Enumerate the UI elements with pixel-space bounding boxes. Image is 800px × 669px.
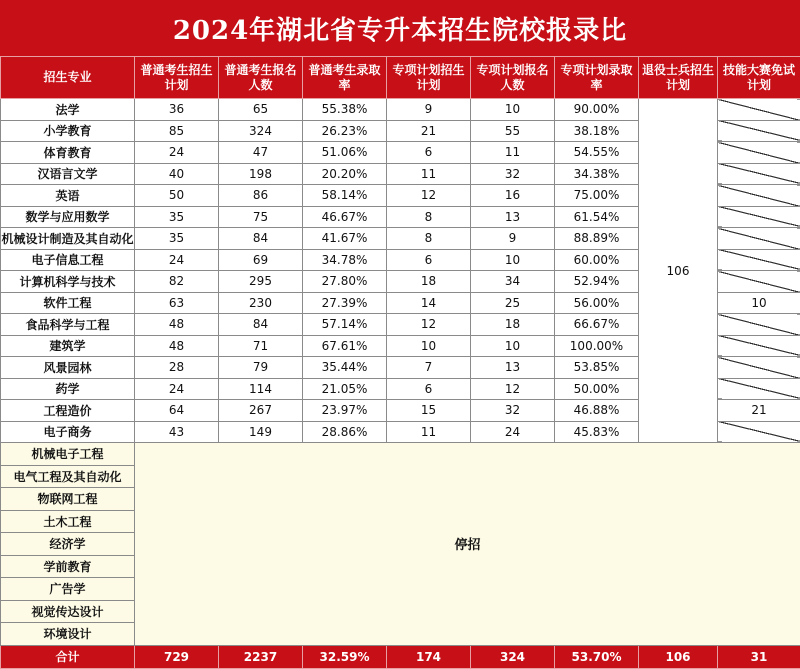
applicants-cell: 230 (219, 292, 303, 314)
special-applicants-cell: 55 (471, 120, 555, 142)
table-body (1, 99, 800, 646)
total-special-applicants: 324 (471, 645, 555, 668)
special-rate-cell: 66.67% (555, 314, 639, 336)
special-plan-cell: 9 (387, 99, 471, 121)
stopped-major-name: 机械电子工程 (1, 443, 135, 466)
special-applicants-cell: 24 (471, 421, 555, 443)
total-label: 合计 (1, 645, 135, 668)
special-applicants-cell: 9 (471, 228, 555, 250)
special-plan-cell: 18 (387, 271, 471, 293)
skill-exempt-empty-slash (718, 357, 800, 379)
rate-cell: 34.78% (303, 249, 387, 271)
rate-cell: 41.67% (303, 228, 387, 250)
special-rate-cell: 45.83% (555, 421, 639, 443)
total-special-plan: 174 (387, 645, 471, 668)
major-name: 建筑学 (1, 335, 135, 357)
page-title: 2024年湖北省专升本招生院校报录比 (0, 0, 800, 56)
applicants-cell: 114 (219, 378, 303, 400)
plan-cell: 48 (135, 335, 219, 357)
special-plan-cell: 6 (387, 378, 471, 400)
rate-cell: 57.14% (303, 314, 387, 336)
special-rate-cell: 90.00% (555, 99, 639, 121)
stopped-major-name: 物联网工程 (1, 488, 135, 511)
skill-exempt-empty-slash (718, 271, 800, 293)
total-skill: 31 (718, 645, 800, 668)
major-name: 计算机科学与技术 (1, 271, 135, 293)
special-plan-cell: 12 (387, 314, 471, 336)
major-name: 法学 (1, 99, 135, 121)
skill-exempt-empty-slash (718, 421, 800, 443)
applicants-cell: 71 (219, 335, 303, 357)
special-applicants-cell: 13 (471, 357, 555, 379)
applicants-cell: 75 (219, 206, 303, 228)
total-rate: 32.59% (303, 645, 387, 668)
special-rate-cell: 100.00% (555, 335, 639, 357)
major-name: 英语 (1, 185, 135, 207)
special-rate-cell: 50.00% (555, 378, 639, 400)
major-name: 电子信息工程 (1, 249, 135, 271)
header-skill-exempt: 技能大赛免试计划 (718, 57, 800, 99)
skill-exempt-empty-slash (718, 314, 800, 336)
rate-cell: 21.05% (303, 378, 387, 400)
rate-cell: 58.14% (303, 185, 387, 207)
special-plan-cell: 8 (387, 228, 471, 250)
special-rate-cell: 38.18% (555, 120, 639, 142)
rate-cell: 55.38% (303, 99, 387, 121)
special-plan-cell: 15 (387, 400, 471, 422)
total-veteran: 106 (639, 645, 718, 668)
rate-cell: 46.67% (303, 206, 387, 228)
special-rate-cell: 61.54% (555, 206, 639, 228)
stopped-major-name: 广告学 (1, 578, 135, 601)
special-plan-cell: 21 (387, 120, 471, 142)
special-applicants-cell: 11 (471, 142, 555, 164)
rate-cell: 35.44% (303, 357, 387, 379)
major-name: 工程造价 (1, 400, 135, 422)
rate-cell: 67.61% (303, 335, 387, 357)
special-plan-cell: 6 (387, 249, 471, 271)
plan-cell: 85 (135, 120, 219, 142)
special-plan-cell: 11 (387, 421, 471, 443)
special-applicants-cell: 12 (471, 378, 555, 400)
skill-exempt-empty-slash (718, 206, 800, 228)
special-rate-cell: 60.00% (555, 249, 639, 271)
applicants-cell: 295 (219, 271, 303, 293)
applicants-cell: 324 (219, 120, 303, 142)
rate-cell: 27.39% (303, 292, 387, 314)
special-applicants-cell: 16 (471, 185, 555, 207)
applicants-cell: 79 (219, 357, 303, 379)
special-applicants-cell: 34 (471, 271, 555, 293)
header-row (1, 57, 800, 99)
plan-cell: 28 (135, 357, 219, 379)
header-special-plan: 专项计划招生计划 (387, 57, 471, 99)
stopped-major-name: 学前教育 (1, 555, 135, 578)
skill-exempt-empty-slash (718, 335, 800, 357)
applicants-cell: 198 (219, 163, 303, 185)
header-rate: 普通考生录取率 (303, 57, 387, 99)
special-plan-cell: 11 (387, 163, 471, 185)
header-major: 招生专业 (1, 57, 135, 99)
special-applicants-cell: 10 (471, 99, 555, 121)
plan-cell: 48 (135, 314, 219, 336)
header-special-rate: 专项计划录取率 (555, 57, 639, 99)
special-applicants-cell: 18 (471, 314, 555, 336)
major-name: 数学与应用数学 (1, 206, 135, 228)
table-row (1, 99, 800, 121)
skill-exempt-cell: 21 (718, 400, 800, 422)
rate-cell: 20.20% (303, 163, 387, 185)
major-name: 汉语言文学 (1, 163, 135, 185)
plan-cell: 64 (135, 400, 219, 422)
special-rate-cell: 34.38% (555, 163, 639, 185)
special-applicants-cell: 10 (471, 335, 555, 357)
stopped-notice-cell (135, 443, 800, 646)
total-special-rate: 53.70% (555, 645, 639, 668)
special-rate-cell: 53.85% (555, 357, 639, 379)
applicants-cell: 86 (219, 185, 303, 207)
skill-exempt-empty-slash (718, 120, 800, 142)
plan-cell: 35 (135, 228, 219, 250)
skill-exempt-empty-slash (718, 249, 800, 271)
applicants-cell: 84 (219, 228, 303, 250)
special-applicants-cell: 13 (471, 206, 555, 228)
header-plan: 普通考生招生计划 (135, 57, 219, 99)
plan-cell: 40 (135, 163, 219, 185)
skill-exempt-empty-slash (718, 163, 800, 185)
header-applicants: 普通考生报名人数 (219, 57, 303, 99)
total-plan: 729 (135, 645, 219, 668)
major-name: 药学 (1, 378, 135, 400)
stopped-row (1, 443, 800, 466)
plan-cell: 24 (135, 378, 219, 400)
special-rate-cell: 56.00% (555, 292, 639, 314)
special-rate-cell: 54.55% (555, 142, 639, 164)
special-rate-cell: 88.89% (555, 228, 639, 250)
rate-cell: 26.23% (303, 120, 387, 142)
plan-cell: 82 (135, 271, 219, 293)
skill-exempt-empty-slash (718, 378, 800, 400)
special-rate-cell: 52.94% (555, 271, 639, 293)
applicants-cell: 84 (219, 314, 303, 336)
stopped-major-name: 土木工程 (1, 510, 135, 533)
applicants-cell: 65 (219, 99, 303, 121)
total-applicants: 2237 (219, 645, 303, 668)
special-plan-cell: 6 (387, 142, 471, 164)
special-plan-cell: 14 (387, 292, 471, 314)
special-rate-cell: 46.88% (555, 400, 639, 422)
special-plan-cell: 12 (387, 185, 471, 207)
applicants-cell: 69 (219, 249, 303, 271)
stopped-major-name: 经济学 (1, 533, 135, 556)
applicants-cell: 47 (219, 142, 303, 164)
stopped-major-name: 环境设计 (1, 623, 135, 646)
rate-cell: 28.86% (303, 421, 387, 443)
rate-cell: 51.06% (303, 142, 387, 164)
stopped-label: 停招 (454, 538, 480, 553)
admission-ratio-table (0, 56, 800, 669)
special-plan-cell: 7 (387, 357, 471, 379)
special-plan-cell: 10 (387, 335, 471, 357)
applicants-cell: 267 (219, 400, 303, 422)
major-name: 体育教育 (1, 142, 135, 164)
major-name: 机械设计制造及其自动化 (1, 228, 135, 250)
veteran-plan-merged-cell: 106 (639, 99, 718, 443)
skill-exempt-empty-slash (718, 142, 800, 164)
special-rate-cell: 75.00% (555, 185, 639, 207)
stopped-major-name: 电气工程及其自动化 (1, 465, 135, 488)
plan-cell: 35 (135, 206, 219, 228)
special-applicants-cell: 25 (471, 292, 555, 314)
header-special-applicants: 专项计划报名人数 (471, 57, 555, 99)
plan-cell: 43 (135, 421, 219, 443)
plan-cell: 63 (135, 292, 219, 314)
rate-cell: 27.80% (303, 271, 387, 293)
rate-cell: 23.97% (303, 400, 387, 422)
plan-cell: 36 (135, 99, 219, 121)
stopped-major-name: 视觉传达设计 (1, 600, 135, 623)
special-plan-cell: 8 (387, 206, 471, 228)
skill-exempt-cell: 10 (718, 292, 800, 314)
plan-cell: 24 (135, 142, 219, 164)
totals-row (1, 645, 800, 668)
major-name: 风景园林 (1, 357, 135, 379)
applicants-cell: 149 (219, 421, 303, 443)
header-veteran-plan: 退役士兵招生计划 (639, 57, 718, 99)
special-applicants-cell: 10 (471, 249, 555, 271)
special-applicants-cell: 32 (471, 400, 555, 422)
major-name: 食品科学与工程 (1, 314, 135, 336)
major-name: 小学教育 (1, 120, 135, 142)
major-name: 电子商务 (1, 421, 135, 443)
skill-exempt-empty-slash (718, 99, 800, 121)
plan-cell: 24 (135, 249, 219, 271)
plan-cell: 50 (135, 185, 219, 207)
skill-exempt-empty-slash (718, 185, 800, 207)
major-name: 软件工程 (1, 292, 135, 314)
skill-exempt-empty-slash (718, 228, 800, 250)
special-applicants-cell: 32 (471, 163, 555, 185)
